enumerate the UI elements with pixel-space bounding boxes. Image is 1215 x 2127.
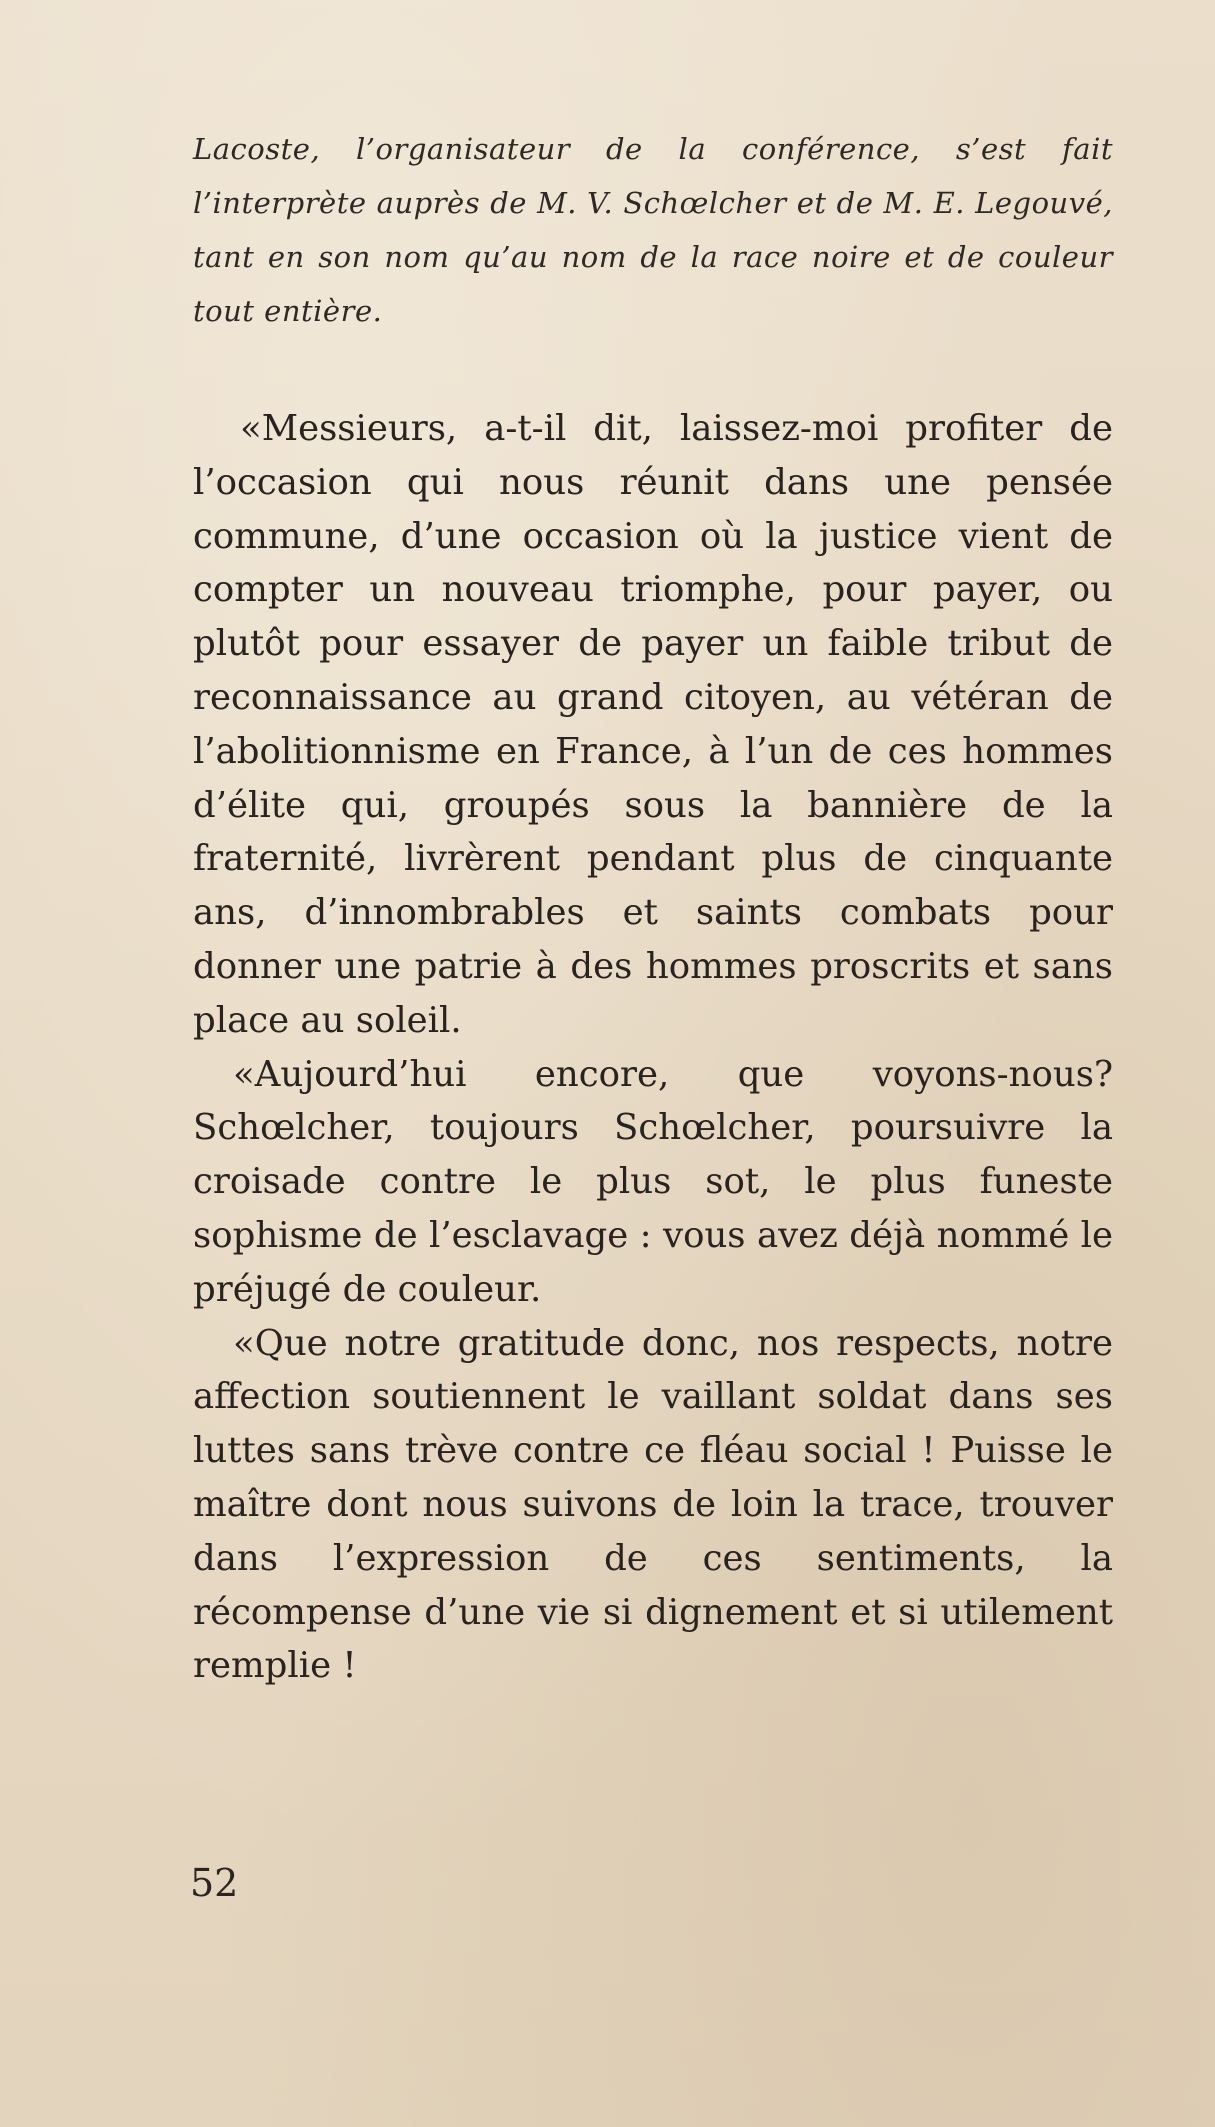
intro-paragraph: Lacoste, l’organisateur de la conférence, s’est fait l’interprète auprès de M. V. Schœlcher et de M. E. Legouvé, tant en son nom qu’au nom de la race noire et de couleur tout entière.: [193, 132, 1113, 328]
paragraph-2: «Aujourd’hui encore, que voyons-nous? Schœlcher, toujours Schœlcher, poursuivre la croisade contre le plus sot, le plus funeste sophisme de l’esclavage : vous avez déjà nommé le préjugé de couleur.: [193, 1053, 1113, 1310]
page-number: 52: [190, 1861, 239, 1905]
paragraph-1: «Messieurs, a-t-il dit, laissez-moi profiter de l’occasion qui nous réunit dans une pensée commune, d’une occasion où la justice vient de compter un nouveau triomphe, pour payer, ou plutôt pour essayer de payer un faible tribut de reconnaissance au grand citoyen, au vétéran de l’abolitionnisme en France, à l’un de ces hommes d’élite qui, groupés sous la bannière de la fraternité, livrèrent pendant plus de cinquante ans, d’innombrables et saints combats pour donner une patrie à des hommes proscrits et sans place au soleil.: [193, 408, 1113, 1041]
paragraph-3: «Que notre gratitude donc, nos respects, notre affection soutiennent le vaillant soldat dans ses luttes sans trève contre ce fléau social ! Puisse le maître dont nous suivons de loin la trace, trouver dans l’expression de ces sentiments, la récompense d’une vie si dignement et si utilement remplie !: [193, 1322, 1113, 1687]
main-text: [193, 402, 1113, 1693]
